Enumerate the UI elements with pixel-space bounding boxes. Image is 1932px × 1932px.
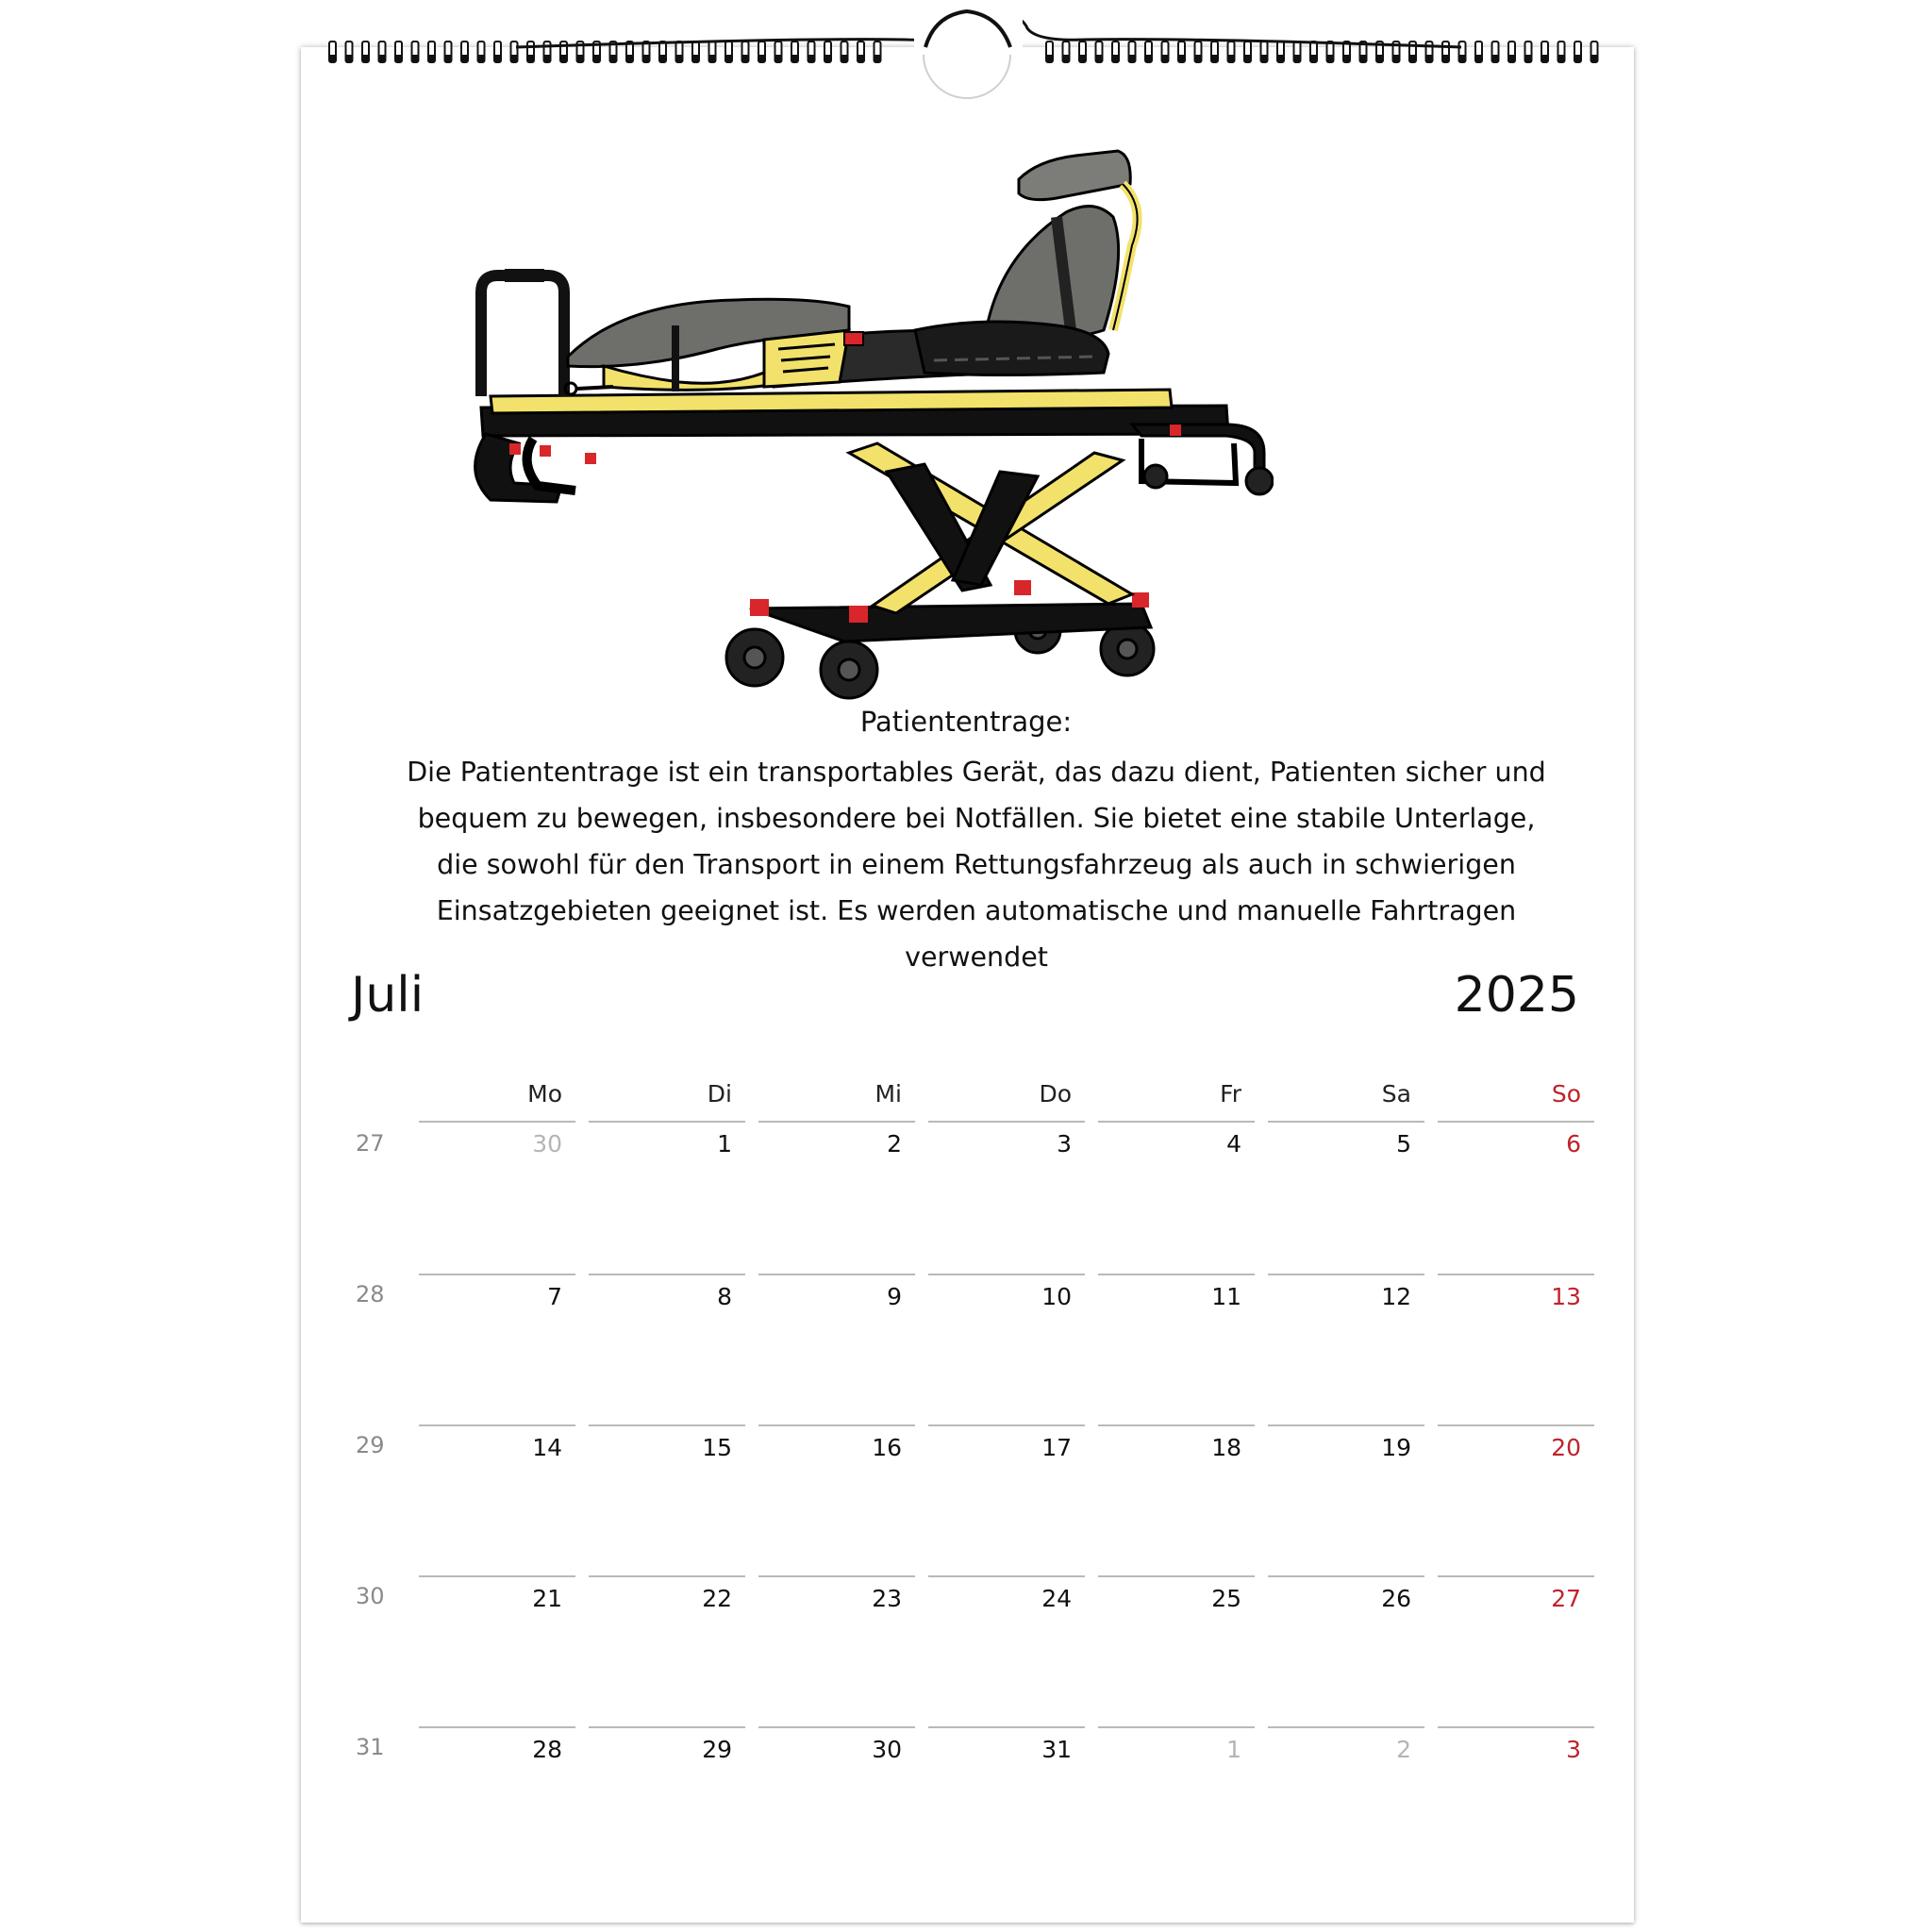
day-cell: 4 bbox=[1226, 1130, 1241, 1158]
day-cell: 2 bbox=[887, 1130, 902, 1158]
week-number-header bbox=[351, 1075, 406, 1123]
description-line: Einsatzgebieten geeignet ist. Es werden automatische und manuelle Fahrtragen bbox=[436, 895, 1517, 926]
description-text bbox=[349, 749, 1604, 980]
day-cell: 29 bbox=[589, 1726, 745, 1877]
day-cell: 31 bbox=[928, 1726, 1085, 1877]
day-cell: 20 bbox=[1438, 1424, 1594, 1575]
day-cell: 28 bbox=[419, 1726, 575, 1877]
weekday-mo: Mo bbox=[419, 1075, 575, 1123]
day-cell: 30 bbox=[532, 1130, 562, 1158]
day-cell: 1 bbox=[717, 1130, 732, 1158]
weekday-do: Do bbox=[928, 1075, 1085, 1123]
calendar-week-row bbox=[351, 1424, 1579, 1575]
day-cell: 5 bbox=[1396, 1130, 1411, 1158]
week-number: 30 bbox=[356, 1583, 385, 1609]
day-cell: 23 bbox=[758, 1575, 915, 1726]
day-cell: 6 bbox=[1566, 1130, 1581, 1158]
day-cell: 11 bbox=[1098, 1274, 1255, 1424]
calendar-week-row bbox=[351, 1575, 1579, 1726]
calendar-week-row bbox=[351, 1726, 1579, 1877]
day-cell: 3 bbox=[1438, 1726, 1594, 1877]
day-cell: 21 bbox=[419, 1575, 575, 1726]
calendar-week-row bbox=[351, 1123, 1579, 1274]
description-line: verwendet bbox=[905, 941, 1048, 973]
description-title: Patiententrage: bbox=[859, 706, 1073, 738]
day-cell: 10 bbox=[928, 1274, 1085, 1424]
weekday-sa: Sa bbox=[1268, 1075, 1424, 1123]
day-cell: 3 bbox=[1057, 1130, 1072, 1158]
weekday-di: Di bbox=[589, 1075, 745, 1123]
day-cell: 12 bbox=[1268, 1274, 1424, 1424]
stretcher-illustration bbox=[321, 113, 1274, 717]
day-cell: 22 bbox=[589, 1575, 745, 1726]
description-line: bequem zu bewegen, insbesondere bei Notfällen. Sie bietet eine stabile Unterlage, bbox=[417, 803, 1536, 834]
day-cell: 24 bbox=[928, 1575, 1085, 1726]
year: 2025 bbox=[1454, 967, 1579, 1024]
week-number: 27 bbox=[356, 1130, 385, 1157]
weekday-so: So bbox=[1438, 1075, 1594, 1123]
day-cell: 25 bbox=[1098, 1575, 1255, 1726]
day-cell: 27 bbox=[1438, 1575, 1594, 1726]
day-cell: 9 bbox=[758, 1274, 915, 1424]
day-cell: 15 bbox=[589, 1424, 745, 1575]
description-line: die sowohl für den Transport in einem Rettungsfahrzeug als auch in schwierigen bbox=[437, 849, 1516, 880]
weekday-mi: Mi bbox=[758, 1075, 915, 1123]
day-cell: 17 bbox=[928, 1424, 1085, 1575]
weekday-fr: Fr bbox=[1098, 1075, 1255, 1123]
day-cell: 8 bbox=[589, 1274, 745, 1424]
day-cell: 16 bbox=[758, 1424, 915, 1575]
day-cell: 13 bbox=[1438, 1274, 1594, 1424]
day-cell: 30 bbox=[758, 1726, 915, 1877]
week-number: 28 bbox=[356, 1281, 385, 1307]
day-cell: 7 bbox=[419, 1274, 575, 1424]
calendar-week-row bbox=[351, 1274, 1579, 1424]
weekday-header-row bbox=[351, 1075, 1579, 1123]
week-number: 29 bbox=[356, 1432, 385, 1458]
day-cell: 19 bbox=[1268, 1424, 1424, 1575]
description-line: Die Patiententrage ist ein transportables Gerät, das dazu dient, Patienten sicher und bbox=[407, 757, 1546, 788]
calendar-grid bbox=[351, 1075, 1579, 1877]
day-cell: 2 bbox=[1268, 1726, 1424, 1877]
week-number: 31 bbox=[356, 1734, 385, 1760]
day-cell: 14 bbox=[419, 1424, 575, 1575]
day-cell: 26 bbox=[1268, 1575, 1424, 1726]
day-cell: 1 bbox=[1098, 1726, 1255, 1877]
day-cell: 18 bbox=[1098, 1424, 1255, 1575]
month-name: Juli bbox=[351, 967, 425, 1024]
